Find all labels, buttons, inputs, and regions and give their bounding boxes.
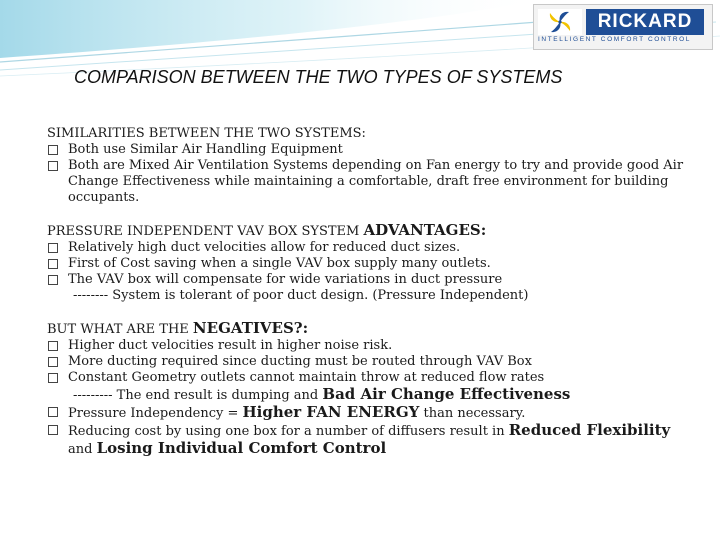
list-item [47, 370, 687, 386]
list-item [47, 240, 687, 256]
list-item-text: Both are Mixed Air Ventilation Systems depending on Fan energy to try and provide good Air Change Effectiveness while maintaining a comfortable, draft free environment for building occupants. [68, 158, 684, 205]
square-bullet-icon [48, 161, 58, 171]
negatives-heading [47, 320, 687, 338]
advantages-note: -------- System is tolerant of poor duct design. (Pressure Independent) [73, 288, 529, 303]
square-bullet-icon [48, 259, 58, 269]
similarities-heading: SIMILARITIES BETWEEN THE TWO SYSTEMS: [47, 126, 366, 141]
square-bullet-icon [48, 243, 58, 253]
pinwheel-logo-icon [538, 9, 582, 35]
list-item-emphasis: Higher FAN ENERGY [242, 403, 420, 421]
list-item-text: Relatively high duct velocities allow for reduced duct sizes. [68, 240, 461, 255]
list-item [47, 354, 687, 370]
list-item-text: First of Cost saving when a single VAV box supply many outlets. [68, 256, 491, 271]
square-bullet-icon [48, 425, 58, 435]
list-item-text: Constant Geometry outlets cannot maintain throw at reduced flow rates [68, 370, 545, 385]
list-item [47, 422, 687, 458]
negatives-note-emphasis: Bad Air Change Effectiveness [322, 385, 571, 403]
list-item [47, 256, 687, 272]
rickard-logo [533, 4, 713, 50]
advantages-heading-emphasis: ADVANTAGES: [363, 221, 487, 239]
negatives-heading-prefix: BUT WHAT ARE THE [47, 322, 193, 337]
square-bullet-icon [48, 275, 58, 285]
list-item-text-prefix: Pressure Independency = [68, 406, 243, 421]
list-item-text: Higher duct velocities result in higher noise risk. [68, 338, 393, 353]
negatives-note [47, 386, 687, 404]
negatives-heading-emphasis: NEGATIVES?: [192, 319, 309, 337]
page-title: COMPARISON BETWEEN THE TWO TYPES OF SYSTEMS [74, 67, 563, 87]
logo-wordmark: RICKARD [586, 9, 704, 35]
square-bullet-icon [48, 373, 58, 383]
list-item-text-prefix: Reducing cost by using one box for a number of diffusers result in [68, 424, 509, 439]
negatives-note-prefix: --------- The end result is dumping and [73, 388, 323, 403]
list-item-text: The VAV box will compensate for wide variations in duct pressure [68, 272, 503, 287]
similarities-section [47, 126, 687, 206]
list-item-text: Both use Similar Air Handling Equipment [68, 142, 343, 157]
list-item-text-middle: and [68, 442, 97, 457]
list-item-text: More ducting required since ducting must be routed through VAV Box [68, 354, 532, 369]
square-bullet-icon [48, 357, 58, 367]
list-item-emphasis: Losing Individual Comfort Control [96, 439, 387, 457]
list-item [47, 158, 687, 206]
square-bullet-icon [48, 145, 58, 155]
list-item [47, 404, 687, 422]
advantages-section [47, 222, 687, 304]
list-item [47, 142, 687, 158]
advantages-heading-prefix: PRESSURE INDEPENDENT VAV BOX SYSTEM [47, 224, 364, 239]
list-item [47, 272, 687, 288]
square-bullet-icon [48, 407, 58, 417]
list-item-emphasis: Reduced Flexibility [508, 421, 671, 439]
content-body [47, 126, 687, 474]
list-item [47, 338, 687, 354]
logo-tagline: INTELLIGENT COMFORT CONTROL [538, 36, 691, 43]
list-item-text-suffix: than necessary. [419, 406, 526, 421]
negatives-section [47, 320, 687, 458]
advantages-heading [47, 222, 687, 240]
square-bullet-icon [48, 341, 58, 351]
